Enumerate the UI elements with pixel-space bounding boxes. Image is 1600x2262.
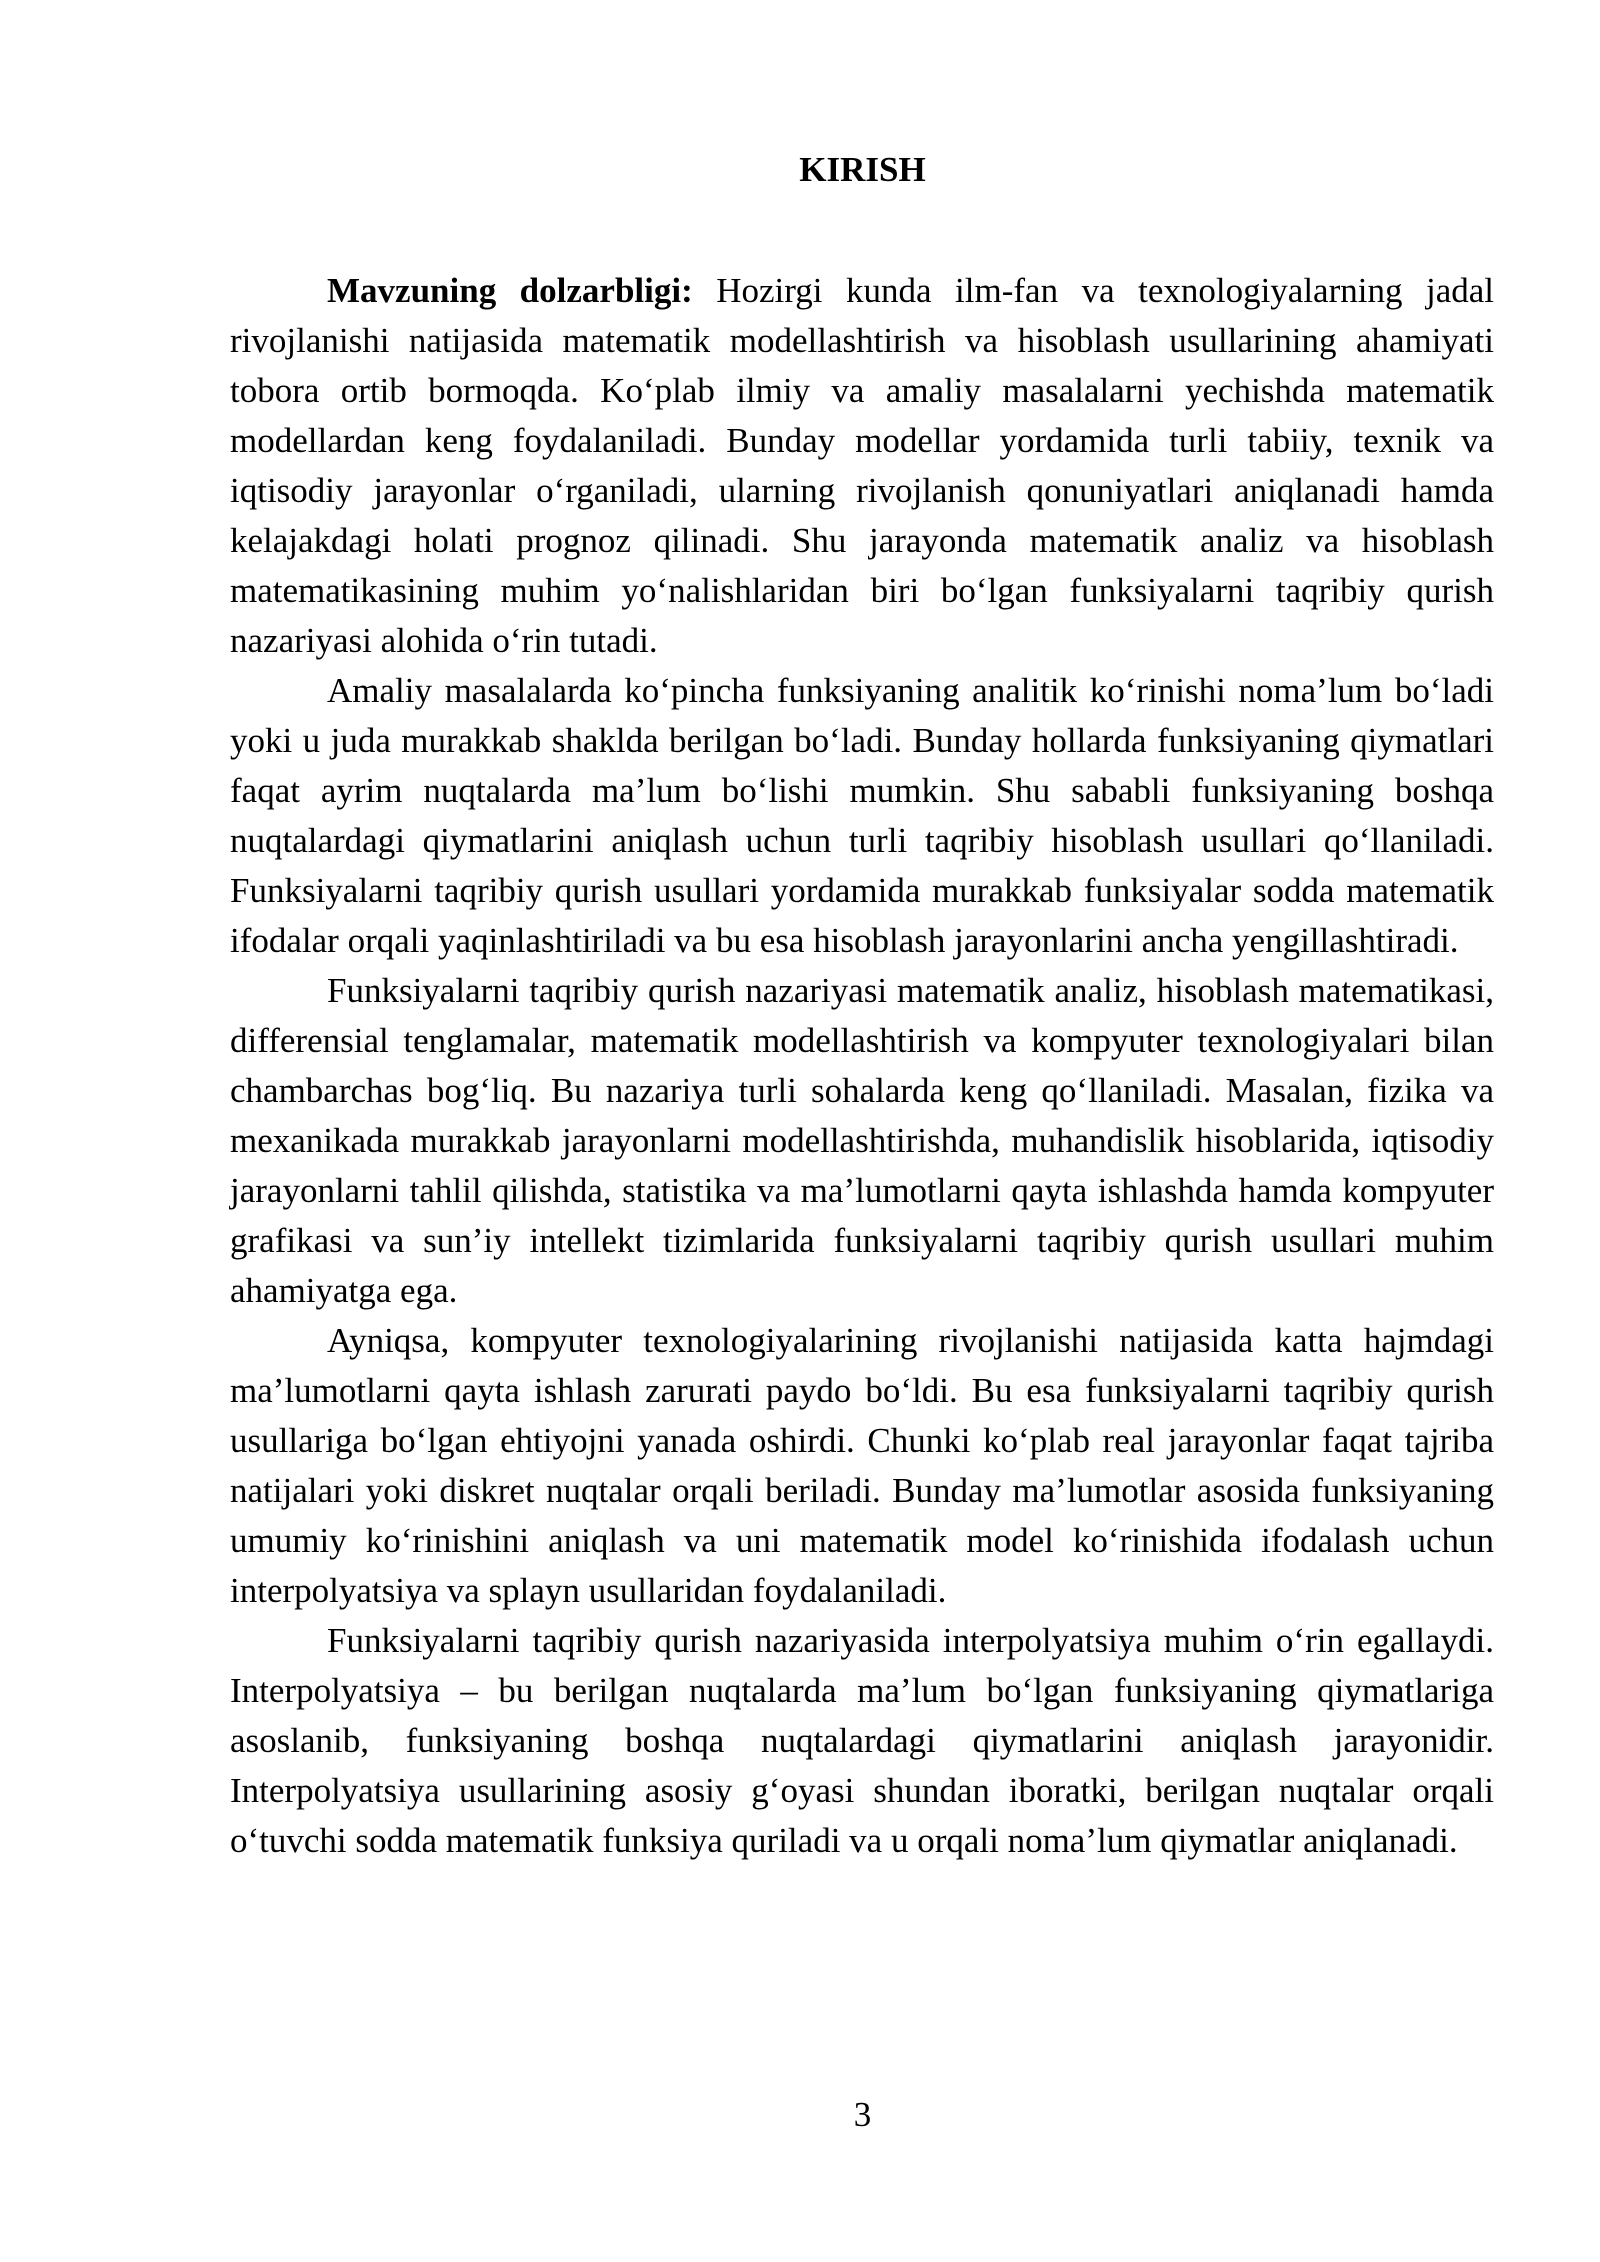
paragraph: Funksiyalarni taqribiy qurish nazariyasida interpolyatsiya muhim o‘rin egallaydi. Interpolyatsiya – bu berilgan nuqtalarda ma’lum bo‘lgan funksiyaning qiymatlariga asoslanib, funksiyaning boshqa nuqtalardagi qiymatlarini aniqlash jarayonidir. Interpolyatsiya usullarining asosiy g‘oyasi shundan iboratki, berilgan nuqtalar orqali o‘tuvchi sodda matematik funksiya quriladi va u orqali noma’lum qiymatlar aniqlanadi. [230, 1621, 1494, 1860]
page-number: 3 [853, 2095, 872, 2134]
paragraph: Ayniqsa, kompyuter texnologiyalarining rivojlanishi natijasida katta hajmdagi ma’lumotlarni qayta ishlash zarurati paydo bo‘ldi. Bu esa funksiyalarni taqribiy qurish usullariga bo‘lgan ehtiyojni yanada oshirdi. Chunki ko‘plab real jarayonlar faqat tajriba natijalari yoki diskret nuqtalar orqali beriladi. Bunday ma’lumotlar asosida funksiyaning umumiy ko‘rinishini aniqlash va uni matematik model ko‘rinishida ifodalash uchun interpolyatsiya va splayn usullaridan foydalaniladi. [230, 1321, 1494, 1610]
paragraph-relevance [230, 266, 1494, 666]
paragraph: Amaliy masalalarda ko‘pincha funksiyaning analitik ko‘rinishi noma’lum bo‘ladi yoki u juda murakkab shaklda berilgan bo‘ladi. Bunday hollarda funksiyaning qiymatlari faqat ayrim nuqtalarda ma’lum bo‘lishi mumkin. Shu sababli funksiyaning boshqa nuqtalardagi qiymatlarini aniqlash uchun turli taqribiy hisoblash usullari qo‘llaniladi. Funksiyalarni taqribiy qurish usullari yordamida murakkab funksiyalar sodda matematik ifodalar orqali yaqinlashtiriladi va bu esa hisoblash jarayonlarini ancha yengillashtiradi. [230, 671, 1494, 960]
paragraph-lead: Mavzuning dolzarbligi: [327, 271, 693, 310]
page-title: KIRISH [799, 150, 926, 189]
paragraph: Funksiyalarni taqribiy qurish nazariyasi matematik analiz, hisoblash matematikasi, differensial tenglamalar, matematik modellashtirish va kompyuter texnologiyalari bilan chambarchas bog‘liq. Bu nazariya turli sohalarda keng qo‘llaniladi. Masalan, fizika va mexanikada murakkab jarayonlarni modellashtirishda, muhandislik hisoblarida, iqtisodiy jarayonlarni tahlil qilishda, statistika va ma’lumotlarni qayta ishlashda hamda kompyuter grafikasi va sun’iy intellekt tizimlarida funksiyalarni taqribiy qurish usullari muhim ahamiyatga ega. [230, 971, 1494, 1310]
document-body [230, 266, 1494, 1866]
paragraph-text: Hozirgi kunda ilm-fan va texnologiyalarning jadal rivojlanishi natijasida matematik modellashtirish va hisoblash usullarining ahamiyati tobora ortib bormoqda. Ko‘plab ilmiy va amaliy masalalarni yechishda matematik modellardan keng foydalaniladi. Bunday modellar yordamida turli tabiiy, texnik va iqtisodiy jarayonlar o‘rganiladi, ularning rivojlanish qonuniyatlari aniqlanadi hamda kelajakdagi holati prognoz qilinadi. Shu jarayonda matematik analiz va hisoblash matematikasining muhim yo‘nalishlaridan biri bo‘lgan funksiyalarni taqribiy qurish nazariyasi alohida o‘rin tutadi. [230, 271, 1494, 660]
